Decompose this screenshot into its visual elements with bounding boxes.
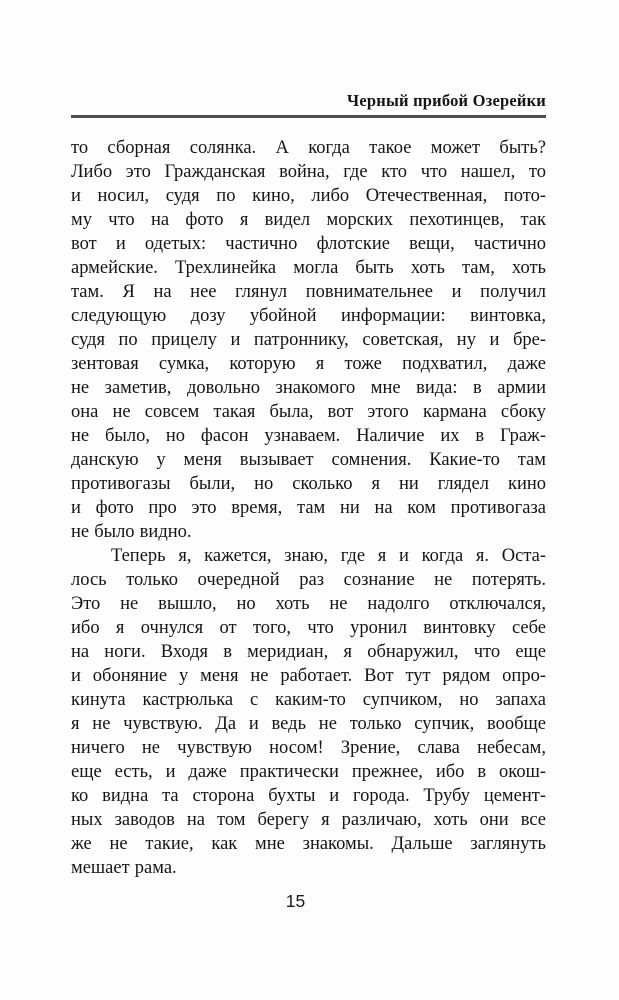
paragraph	[71, 136, 546, 544]
text-line: Это не вышло, но хоть не надолго отключался,	[71, 594, 546, 614]
text-line: кинута кастрюлька с каким-то супчиком, но запаха	[71, 690, 546, 710]
text-line: ибо я очнулся от того, что уронил винтовку себе	[71, 618, 546, 638]
text-line: я не чувствую. Да и ведь не только супчик, вообще	[71, 714, 546, 734]
text-line: лось только очередной раз сознание не потерять.	[71, 570, 546, 590]
text-line: зентовая сумка, которую я тоже подхватил, даже	[71, 354, 546, 374]
text-line: следующую дозу убойной информации: винтовка,	[71, 306, 546, 326]
text-line: му что на фото я видел морских пехотинцев, так	[71, 210, 546, 230]
text-line: мешает рама.	[71, 858, 177, 878]
header-rule	[71, 115, 546, 118]
text-line: судя по прицелу и патроннику, советская, ну и бре-	[71, 330, 546, 350]
paragraph	[71, 544, 546, 880]
text-line: она не совсем такая была, вот этого кармана сбоку	[71, 402, 546, 422]
text-line: Либо это Гражданская война, где кто что нашел, то	[71, 162, 546, 182]
text-line: там. Я на нее глянул повнимательнее и получил	[71, 282, 546, 302]
text-line: на ноги. Входя в меридиан, я обнаружил, что еще	[71, 642, 546, 662]
text-line: армейские. Трехлинейка могла быть хоть там, хоть	[71, 258, 546, 278]
running-head-title: Черный прибой Озерейки	[347, 91, 546, 110]
text-line: же не такие, как мне знакомы. Дальше заглянуть	[71, 834, 546, 854]
text-line: противогазы были, но сколько я ни глядел кино	[71, 474, 546, 494]
text-line: ко видна та сторона бухты и города. Трубу цемент-	[71, 786, 546, 806]
text-line: ничего не чувствую носом! Зрение, слава небесам,	[71, 738, 546, 758]
page-number: 15	[285, 891, 306, 911]
text-line: то сборная солянка. А когда такое может быть?	[71, 138, 546, 158]
text-line: и обоняние у меня не работает. Вот тут рядом опро-	[71, 666, 546, 686]
text-line: и носил, судя по кино, либо Отечественная, пото-	[71, 186, 546, 206]
text-line: еще есть, и даже практически прежнее, ибо в окош-	[71, 762, 546, 782]
text-line: вот и одетых: частично флотские вещи, частично	[71, 234, 546, 254]
text-line: не было, но фасон узнаваем. Наличие их в Граж-	[71, 426, 546, 446]
text-line: не заметив, довольно знакомого мне вида: в армии	[71, 378, 546, 398]
text-line: ных заводов на том берегу я различаю, хоть они все	[71, 810, 546, 830]
text-line: и фото про это время, там ни на ком противогаза	[71, 498, 546, 518]
text-line: Теперь я, кажется, знаю, где я и когда я. Оста-	[111, 546, 546, 566]
text-line: данскую у меня вызывает сомнения. Какие-то там	[71, 450, 546, 470]
body-text	[71, 136, 546, 880]
text-line: не было видно.	[71, 522, 192, 542]
